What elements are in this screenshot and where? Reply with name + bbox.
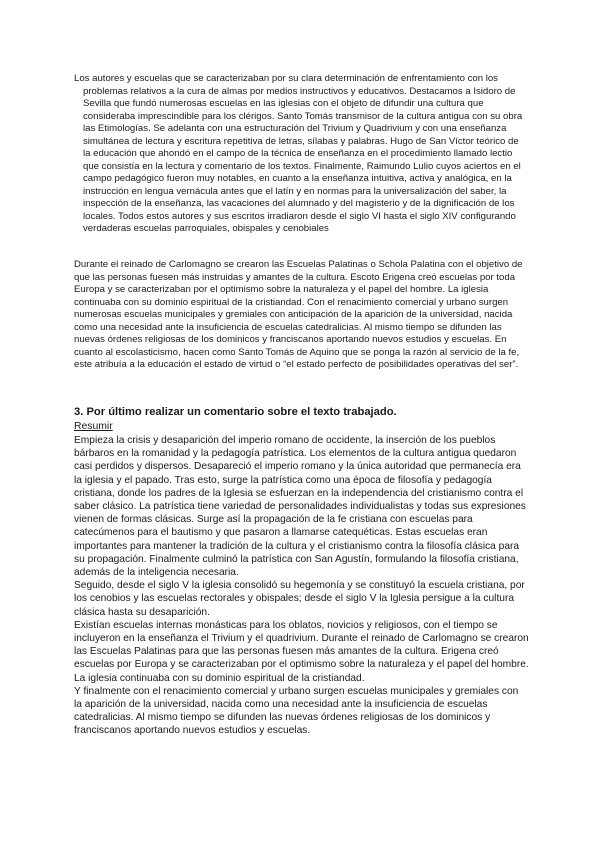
section1-paragraph2-text: Durante el reinado de Carlomagno se crearon las Escuelas Palatinas o Schola Palatina con el objetivo de que las personas fuesen más instruidas y amantes de la cultura. Escoto Erigena creó escuelas por toda Europa y se caracterizaban por el optimismo sobre la naturaleza y el papel del hombre. La iglesia continuaba con su dominio espiritual de la cristiandad. Con el renacimiento comercial y urbano surgen numerosas escuelas municipales y gremiales con anticipación de la aparición de la universidad, nacida como una necesidad ante la insuficiencia de escuelas catedralicias. Al mismo tiempo se difunden las nuevas órdenes religiosas de los dominicos y franciscanos aportando nuevos estudios y escuelas. En cuanto al escolasticismo, hacen como Santo Tomás de Aquino que se ponga la razón al servicio de la fe, este atribuía a la educación el estado de virtud o “el estado perfecto de posibilidades operativas del ser”. — [74, 259, 523, 370]
section1-paragraph1-body: problemas relativos a la cura de almas por medios instructivos y educativos. Destacamos a Isidoro de Sevilla que fundó numerosas escuelas en las iglesias con el objeto de difundir una cultura que consideraba imprescindible para los clérigos. Santo Tomás transmisor de la cultura antigua con su obra las Etimologías. Se adelanta con una estructuración del Trivium y Quadrivium y con una enseñanza simultánea de lectura y escritura repetitiva de letras, sílabas y palabras. Hugo de San Víctor teórico de la educación que ahondó en el campo de la técnica de enseñanza en el procedimiento llamado lectio que consistía en la lectura y comentario de los textos. Finalmente, Raimundo Lulio cuyos aciertos en el campo pedagógico fueron muy notables, en cuanto a la enseñanza intuitiva, activa y analógica, en la instrucción en lengua vernácula antes que el latín y en normas para la universalización del saber, la inspección de la enseñanza, las vacaciones del alumnado y del magisterio y de la dignificación de los locales. Todos estos autores y sus escritos irradiaron desde el siglo VI hasta el siglo XIV configurando verdaderas escuelas parroquiales, obispales y cenobiales — [83, 85, 523, 234]
section1-paragraph1-first-line: Los autores y escuelas que se caracterizaban por su clara determinación de enfrentamiento con los — [74, 73, 498, 84]
section3-body — [74, 434, 529, 738]
section1-paragraph1 — [74, 73, 526, 236]
section3-heading: 3. Por último realizar un comentario sobre el texto trabajado. — [74, 406, 397, 418]
section1-paragraph2 — [74, 259, 526, 372]
section3-subheading: Resumir — [74, 421, 113, 432]
section3-paragraph2: Seguido, desde el siglo V la iglesia consolidó su hegemonía y se constituyó la escuela cristiana, por los cenobios y las escuelas rectorales y obispales; desde el siglo V la Iglesia persigue a la cultura clásica hasta su desaparición. — [74, 580, 525, 618]
section3-paragraph1: Empieza la crisis y desaparición del imperio romano de occidente, la inserción de los pueblos bárbaros en la romanidad y la pedagogía patrística. Los elementos de la cultura antigua quedaron casi perdidos y dispersos. Desapareció el imperio romano y la única autoridad que permanecía era la iglesia y el papado. Tras esto, surge la patrística como una época de filosofía y pedagogía cristiana, donde los padres de la Iglesia se esfuerzan en la independencia del cristianismo contra el saber clásico. La patrística tiene variedad de personalidades individualistas y todas sus expresiones vienen de formas clásicas. Surge así la propagación de la fe cristiana con escuelas para catecúmenos para el bautismo y que pasaron a llamarse catequéticas. Estas escuelas eran importantes para mantener la tradición de la cultura y el cristianismo contra la filosofía clásica para su propagación. Finalmente culminó la patrística con San Agustín, formulando la filosofía cristiana, además de la inteligencia necesaria. — [74, 435, 526, 579]
section3-paragraph4: Y finalmente con el renacimiento comercial y urbano surgen escuelas municipales y gremiales con la aparición de la universidad, nacida como una necesidad ante la insuficiencia de escuelas catedralicias. Al mismo tiempo se difunden las nuevas órdenes religiosas de los dominicos y franciscanos aportando nuevos estudios y escuelas. — [74, 685, 519, 737]
section3-paragraph3: Existían escuelas internas monásticas para los oblatos, novicios y religiosos, con el tiempo se incluyeron en la enseñanza el Trivium y el quadrivium. Durante el reinado de Carlomagno se crearon las Escuelas Palatinas para que las personas fuesen más amantes de la cultura. Erigena creó escuelas por Europa y se caracterizaban por el optimismo sobre la naturaleza y el papel del hombre. La iglesia continuaba con su dominio espiritual de la cristiandad. — [74, 619, 529, 684]
